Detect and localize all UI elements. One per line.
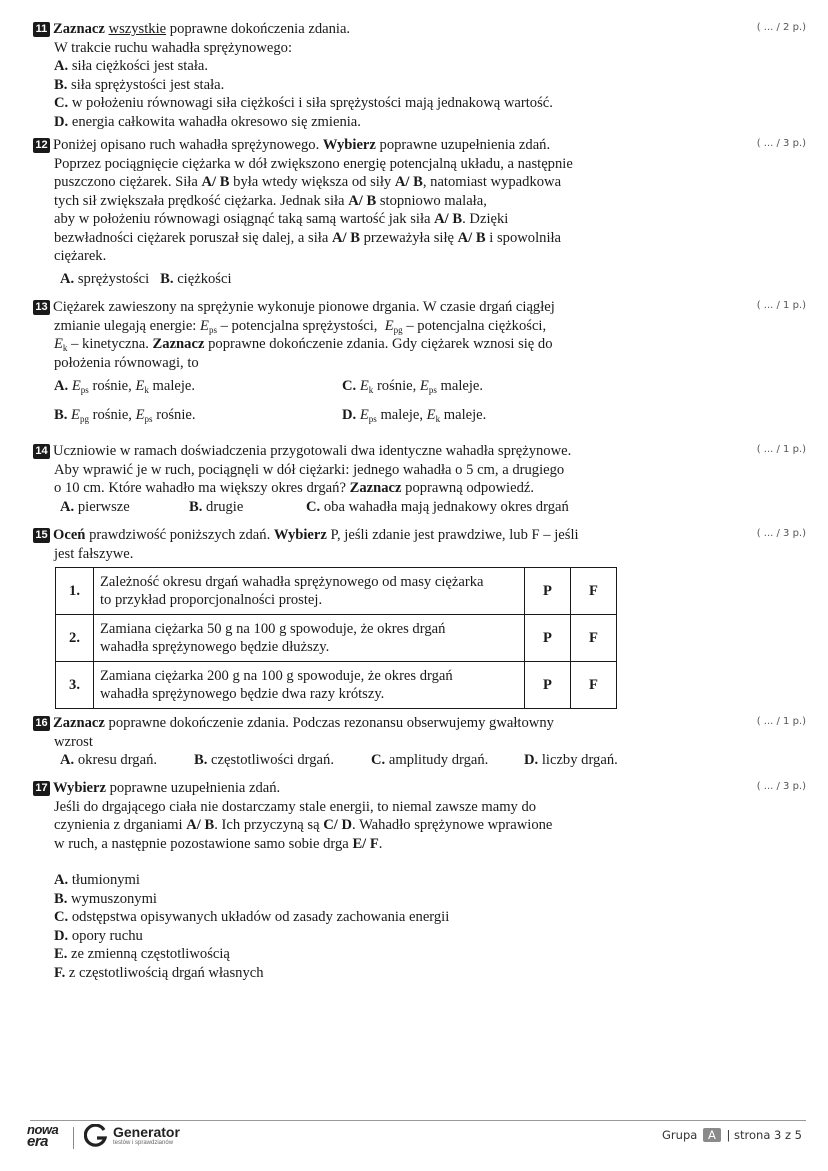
question-number: 17 [33,781,50,796]
choice-ab[interactable]: A/ B [348,192,377,209]
question-14: 14 Uczniowie w ramach doświadczenia przygotowali dwa identyczne wahadła sprężynowe. Aby wprawić je w ruch, pociągnęli w dół ciężarki: jednego wahadła o 5 cm, a drugiego o 10 cm. Które wahadło ma większy okres drgań? Zaznacz poprawną odpowiedź. A. pierwsze B. drugie C. oba wahadła mają jednakowy okres drgań [33,442,618,516]
footer-divider [30,1120,806,1121]
choice-cd[interactable]: C/ D [323,817,353,833]
answer-option[interactable]: B. siła sprężystości jest stała. [54,76,225,93]
points-label: ( ... / 2 p.) [756,22,806,33]
choice-ab[interactable]: A/ B [434,211,463,227]
group-badge: A [703,1128,721,1142]
points-label: ( ... / 3 p.) [756,138,806,149]
group-page-info: Grupa A | strona 3 z 5 [662,1128,802,1142]
answer-option[interactable]: A. tłumionymi [54,872,140,888]
answer-option[interactable]: B. częstotliwości drgań. [194,752,334,768]
table-row: 1. Zależność okresu drgań wahadła sprężynowego od masy ciężarka to przykład proporcjonalności prostej. P F [56,568,617,615]
points-label: ( ... / 3 p.) [756,528,806,539]
answer-option[interactable]: A. siła ciężkości jest stała. [54,58,209,74]
generator-icon [84,1124,108,1148]
answer-option[interactable]: B. wymuszonymi [54,890,157,907]
choice-ef[interactable]: E/ F [352,835,379,852]
points-label: ( ... / 1 p.) [756,716,806,727]
choice-p[interactable]: P [525,615,571,662]
answer-option[interactable]: F. z częstotliwością drgań własnych [54,964,264,981]
answer-option[interactable]: D. $E_{ps}$ maleje, $E_k$ maleje. [342,407,487,424]
choice-p[interactable]: P [525,568,571,615]
question-number: 16 [33,716,50,731]
answer-option[interactable]: D. liczby drgań. [524,752,618,768]
question-13: 13 Ciężarek zawieszony na sprężynie wykonuje pionowe drgania. W czasie drgań ciągłej zmianie ulegają energie: $E_{ps}$ – potencjalna sprężystości, $E_{pg}$ – potencjalna ciężkości, $E_k$ – kinetyczna. Zaznacz poprawne dokończenie zdania. Gdy ciężarek wznosi się do położenia równowagi, to A. $E_{ps}$ rośnie, $E_k$ maleje. C. $E_k$ rośnie, $E_{ps}$ maleje. B. $E_{pg}$ rośnie, $E_{ps}$ rośnie. D. $E_{ps}$ maleje, $E_k$ maleje. [33,298,618,435]
question-16: 16 Zaznacz poprawne dokończenie zdania. Podczas rezonansu obserwujemy gwałtowny wzrost A. okresu drgań. B. częstotliwości drgań. C. amplitudy drgań. D. liczby drgań. [33,714,618,769]
question-11: 11 Zaznacz wszystkie poprawne dokończenia zdania. W trakcie ruchu wahadła sprężynowego: A. siła ciężkości jest stała. B. siła sprężystości jest stała. C. w położeniu równowagi siła ciężkości i siła sprężystości mają jednakową wartość. D. energia całkowita wahadła okresowo się zmienia. [33,20,618,131]
answer-option[interactable]: C. w położeniu równowagi siła ciężkości i siła sprężystości mają jednakową wartość. [54,95,553,111]
question-number: 15 [33,528,50,543]
choice-p[interactable]: P [525,662,571,709]
answer-option[interactable]: D. opory ruchu [54,927,143,944]
choice-ab[interactable]: A/ B [394,174,423,190]
choice-f[interactable]: F [571,568,617,615]
answer-option[interactable]: A. pierwsze [60,498,130,515]
generator-logo: Generator testów i sprawdzianów [84,1124,108,1153]
choice-f[interactable]: F [571,615,617,662]
question-17: 17 Wybierz poprawne uzupełnienia zdań. Jeśli do drgającego ciała nie dostarczamy stale energii, to niemal zawsze mamy do czynienia z drganiami A/ B. Ich przyczyną są C/ D. Wahadło sprężynowe wprawione w ruch, a następnie pozostawione samo sobie drga E/ F. A. tłumionymi B. wymuszonymi C. odstępstwa opisywanych układów od zasady zachowania energii D. opory ruchu E. ze zmienną częstotliwością F. z częstotliwością drgań własnych [33,779,618,982]
choice-f[interactable]: F [571,662,617,709]
answer-option[interactable]: C. odstępstwa opisywanych układów od zasady zachowania energii [54,909,450,925]
answer-option[interactable]: C. oba wahadła mają jednakowy okres drgań [306,498,569,515]
choice-ab[interactable]: A/ B [457,229,486,246]
choice-ab[interactable]: A/ B [201,174,230,190]
answer-option[interactable]: C. $E_k$ rośnie, $E_{ps}$ maleje. [342,378,484,395]
question-number: 13 [33,300,50,315]
answer-option[interactable]: E. ze zmienną częstotliwością [54,946,230,962]
choice-ab[interactable]: A/ B [186,817,215,833]
choice-ab[interactable]: A/ B [331,229,360,246]
table-row: 3. Zamiana ciężarka 200 g na 100 g spowoduje, że okres drgań wahadła sprężynowego będzie dwa razy krótszy. P F [56,662,617,709]
points-label: ( ... / 3 p.) [756,781,806,792]
answer-option[interactable]: B. drugie [189,498,244,515]
question-number: 14 [33,444,50,459]
answer-option[interactable]: A. $E_{ps}$ rośnie, $E_k$ maleje. [54,378,196,395]
logo-separator [73,1127,74,1149]
question-number: 11 [33,22,50,37]
answer-option[interactable]: C. amplitudy drgań. [371,752,489,768]
table-row: 2. Zamiana ciężarka 50 g na 100 g spowoduje, że okres drgań wahadła sprężynowego będzie dłuższy. P F [56,615,617,662]
answer-option[interactable]: A. okresu drgań. [60,752,158,768]
answer-option[interactable]: D. energia całkowita wahadła okresowo się zmienia. [54,113,361,130]
true-false-table [55,567,617,709]
question-number: 12 [33,138,50,153]
nowa-era-logo: nowa era [27,1122,59,1150]
question-12: 12 Poniżej opisano ruch wahadła sprężynowego. Wybierz poprawne uzupełnienia zdań. Poprzez pociągnięcie ciężarka w dół zwiększono energię potencjalną układu, a następnie puszczono ciężarek. Siła A/ B była wtedy większa od siły A/ B, natomiast wypadkowa tych sił zwiększała prędkość ciężarka. Jednak siła A/ B stopniowo malała, aby w położeniu równowagi osiągnąć taką samą wartość jak siła A/ B. Dzięki bezwładności ciężarek poruszał się dalej, a siła A/ B przeważyła siłę A/ B i spowolniła ciężarek. A. sprężystości B. ciężkości [33,136,618,288]
points-label: ( ... / 1 p.) [756,444,806,455]
points-label: ( ... / 1 p.) [756,300,806,311]
answer-option[interactable]: B. $E_{pg}$ rośnie, $E_{ps}$ rośnie. [54,407,196,424]
question-15: 15 Oceń prawdziwość poniższych zdań. Wybierz P, jeśli zdanie jest prawdziwe, lub F – jeśli jest fałszywe. [33,526,618,563]
